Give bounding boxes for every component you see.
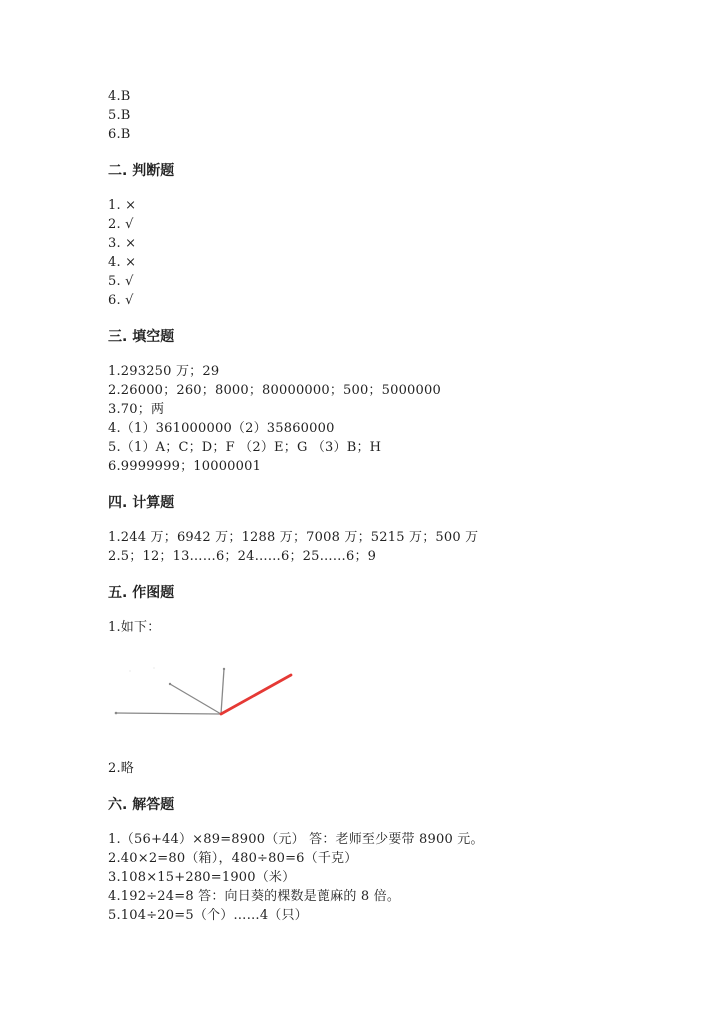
fill-answer-5: 5.（1）A；C；D；F （2）E；G （3）B；H xyxy=(108,440,382,455)
tf-answer-2: 2. √ xyxy=(108,217,134,232)
word-answer-2: 2.40×2=80（箱），480÷80=6（千克） xyxy=(108,851,358,866)
slanted-ray-line xyxy=(170,684,221,714)
word-answer-3: 3.108×15+280=1900（米） xyxy=(108,870,296,885)
fill-answer-1: 1.293250 万；29 xyxy=(108,364,220,379)
section-title-calculation: 四. 计算题 xyxy=(108,495,175,511)
word-answer-4: 4.192÷24=8 答：向日葵的棵数是蓖麻的 8 倍。 xyxy=(108,889,401,904)
tf-answer-5: 5. √ xyxy=(108,274,134,289)
fill-answer-6: 6.9999999；10000001 xyxy=(108,459,262,474)
fill-answer-3: 3.70；两 xyxy=(108,402,165,417)
tf-answer-1: 1. × xyxy=(108,198,137,213)
section-title-fill-blank: 三. 填空题 xyxy=(108,329,175,345)
tf-answer-6: 6. √ xyxy=(108,293,134,308)
faint-dot xyxy=(129,670,130,671)
tf-answer-3: 3. × xyxy=(108,236,137,251)
word-answer-5: 5.104÷20=5（个）……4（只） xyxy=(108,908,308,923)
vertical-ray-line xyxy=(221,669,224,714)
tf-answer-4: 4. × xyxy=(108,255,137,270)
choice-answer-6: 6.B xyxy=(108,127,131,142)
highlighted-ray-line xyxy=(221,675,291,714)
choice-answer-4: 4.B xyxy=(108,89,131,104)
fill-answer-4: 4.（1）361000000（2）35860000 xyxy=(108,421,335,436)
ray-endpoint xyxy=(223,668,225,670)
drawing-answer-2: 2.略 xyxy=(108,761,135,776)
ray-endpoint xyxy=(169,683,171,685)
section-title-word-problems: 六. 解答题 xyxy=(108,797,175,813)
word-answer-1: 1.（56+44）×89=8900（元） 答：老师至少要带 8900 元。 xyxy=(108,832,484,847)
section-title-true-false: 二. 判断题 xyxy=(108,163,175,179)
choice-answer-5: 5.B xyxy=(108,108,131,123)
fill-answer-2: 2.26000；260；8000；80000000；500；5000000 xyxy=(108,383,441,398)
calc-answer-2: 2.5；12；13……6；24……6；25……6；9 xyxy=(108,549,377,564)
base-ray-line xyxy=(116,713,221,714)
section-title-drawing: 五. 作图题 xyxy=(108,585,175,601)
ray-endpoint xyxy=(115,712,118,715)
drawing-answer-1: 1.如下： xyxy=(108,620,161,635)
calc-answer-1: 1.244 万；6942 万；1288 万；7008 万；5215 万；500 万 xyxy=(108,530,479,545)
angle-drawing-figure xyxy=(108,660,308,724)
faint-dot xyxy=(153,667,154,668)
